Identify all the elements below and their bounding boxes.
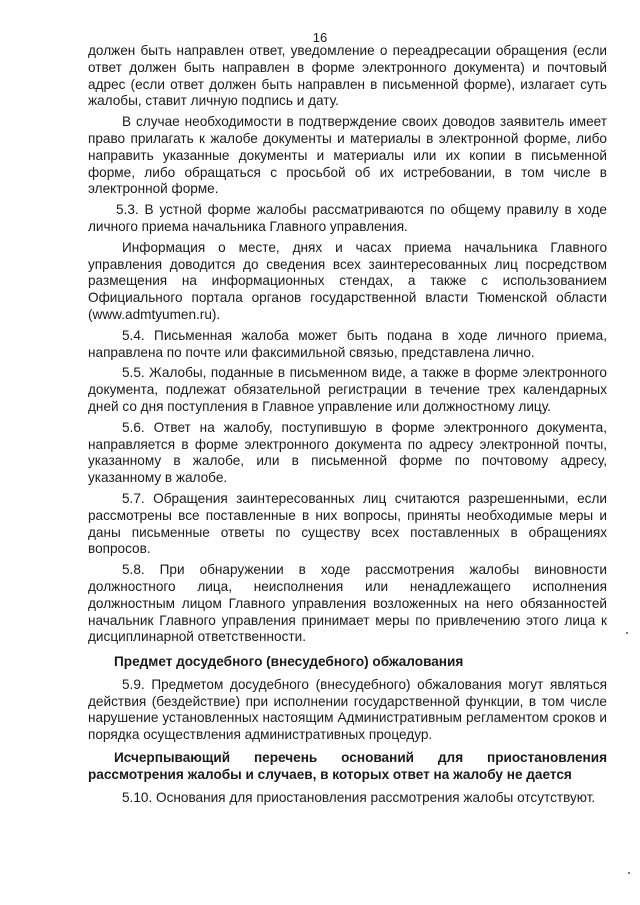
paragraph-5-10: 5.10. Основания для приостановления рассмотрения жалобы отсутствуют. <box>122 789 596 805</box>
section-heading-appeal-subject: Предмет досудебного (внесудебного) обжалования <box>114 654 464 670</box>
scan-speck <box>628 872 630 874</box>
paragraph-5-3: 5.3. В устной форме жалобы рассматриваются по общему правилу в ходе личного приема начальника Главного управления. <box>88 202 607 234</box>
paragraph-continuation: должен быть направлен ответ, уведомление о переадресации обращения (если ответ должен быть направлен в форме электронного документа) и почтовый адрес (если ответ должен быть направлен в письменной форме), излагает суть жалобы, ставит личную подпись и дату. <box>88 43 607 109</box>
paragraph-5-7: 5.7. Обращения заинтересованных лиц считаются разрешенными, если рассмотрены все поставленные в них вопросы, приняты необходимые меры и даны письменные ответы по существу всех поставленных в обращениях вопросов. <box>88 490 607 557</box>
paragraph-5-9: 5.9. Предметом досудебного (внесудебного) обжалования могут являться действия (бездействие) при исполнении государственной функции, в том числе нарушение установленных настоящим Административным регламентом сроков и порядка осуществления административных процедур. <box>88 676 607 743</box>
page-number: 16 <box>312 30 328 45</box>
paragraph-5-6: 5.6. Ответ на жалобу, поступившую в форме электронного документа, направляется в форме электронного документа по адресу электронной почты, указанному в жалобе, или в письменной форме по почтовому адресу, указанному в жалобе. <box>88 419 607 486</box>
paragraph-5-4: 5.4. Письменная жалоба может быть подана в ходе личного приема, направлена по почте или факсимильной связью, представлена лично. <box>88 327 607 360</box>
scan-speck <box>626 632 628 634</box>
paragraph-evidence: В случае необходимости в подтверждение своих доводов заявитель имеет право прилагать к жалобе документы и материалы в электронной форме, либо направить указанные документы и материалы или их копии в письменной форме, либо обращаться с просьбой об их истребовании, в том числе в электронной форме. <box>88 114 607 197</box>
paragraph-5-5: 5.5. Жалобы, поданные в письменном виде, а также в форме электронного документа, подлежат обязательной регистрации в течение трех календарных дней со дня поступления в Главное управление или должностному лицу. <box>88 365 607 414</box>
paragraph-5-8: 5.8. При обнаружении в ходе рассмотрения жалобы виновности должностного лица, неисполнения или ненадлежащего исполнения должностным лицом Главного управления возложенных на него обязанностей начальник Главного управления принимает меры по привлечению этого лица к дисциплинарной ответственности. <box>88 562 607 645</box>
document-body <box>88 43 607 810</box>
section-heading-suspension-grounds: Исчерпывающий перечень оснований для приостановления рассмотрения жалобы и случаев, в которых ответ на жалобу не дается <box>88 750 607 782</box>
paragraph-reception-info: Информация о месте, днях и часах приема начальника Главного управления доводится до сведения всех заинтересованных лиц посредством размещения на информационных стендах, а также с использованием Официального портала органов государственной власти Тюменской области (www.admtyumen.ru). <box>88 239 607 322</box>
